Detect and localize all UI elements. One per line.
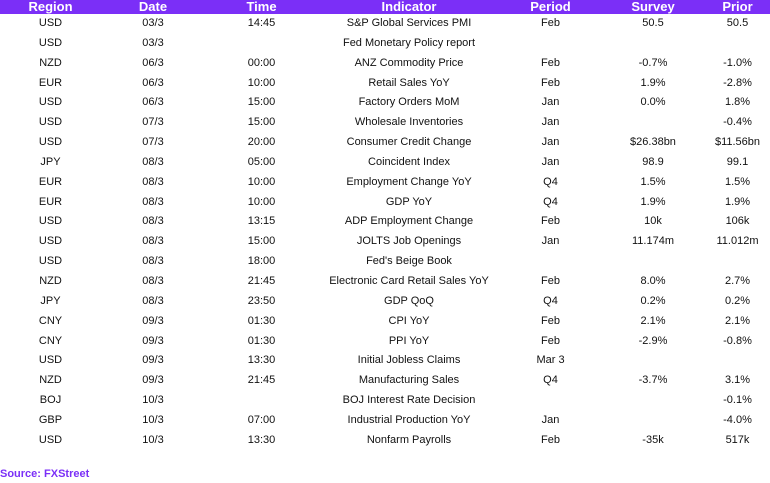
- cell-region: USD: [38, 36, 63, 49]
- cell-date: 06/3: [142, 56, 164, 69]
- cell-period: Jan: [541, 413, 560, 426]
- cell-indicator: Retail Sales YoY: [368, 76, 450, 89]
- cell-period: Q4: [543, 294, 558, 307]
- cell-region: USD: [38, 96, 63, 109]
- cell-survey: 2.1%: [640, 314, 666, 327]
- cell-survey: 98.9: [642, 155, 664, 168]
- cell-date: 08/3: [142, 175, 164, 188]
- cell-survey: 0.0%: [640, 96, 666, 109]
- cell-prior: 99.1: [726, 155, 749, 168]
- cell-prior: $11.56bn: [714, 136, 761, 149]
- cell-period: Jan: [541, 235, 560, 248]
- cell-date: 09/3: [142, 334, 164, 347]
- cell-time: 05:00: [247, 155, 276, 168]
- cell-period: Feb: [541, 17, 560, 29]
- cell-date: 07/3: [142, 136, 164, 149]
- table-body: [0, 14, 770, 451]
- cell-time: [205, 34, 318, 54]
- cell-indicator: Industrial Production YoY: [347, 413, 471, 426]
- cell-indicator: Manufacturing Sales: [358, 374, 460, 387]
- cell-indicator: GDP QoQ: [384, 294, 434, 307]
- cell-prior: -0.8%: [723, 334, 752, 347]
- cell-period: Q4: [543, 374, 558, 387]
- cell-region: USD: [38, 255, 63, 268]
- cell-prior: -2.8%: [723, 76, 752, 89]
- table-row: [0, 133, 770, 153]
- cell-region: NZD: [39, 274, 62, 287]
- cell-prior: 1.9%: [724, 195, 751, 208]
- header-time: Time: [205, 0, 318, 14]
- cell-date: 09/3: [142, 314, 164, 327]
- cell-time: 15:00: [247, 96, 276, 109]
- cell-survey: [601, 391, 705, 411]
- cell-period: Q4: [543, 175, 558, 188]
- cell-period: Feb: [541, 433, 560, 446]
- header-region: Region: [0, 0, 101, 14]
- cell-survey: [601, 34, 705, 54]
- cell-date: 08/3: [142, 255, 164, 268]
- cell-prior: -1.0%: [723, 56, 752, 69]
- table-row: [0, 332, 770, 352]
- cell-indicator: JOLTS Job Openings: [356, 235, 462, 248]
- cell-prior: 2.1%: [724, 314, 751, 327]
- table-row: [0, 391, 770, 411]
- cell-prior: 50.5: [726, 17, 749, 29]
- cell-period: Feb: [541, 76, 560, 89]
- cell-time: 21:45: [247, 274, 276, 287]
- table-row: [0, 252, 770, 272]
- cell-region: USD: [38, 433, 63, 446]
- cell-time: 00:00: [247, 56, 276, 69]
- cell-survey: -3.7%: [638, 374, 668, 387]
- header-survey: Survey: [601, 0, 705, 14]
- cell-prior: [705, 34, 770, 54]
- cell-indicator: Fed Monetary Policy report: [342, 36, 476, 49]
- cell-time: 01:30: [247, 334, 276, 347]
- cell-time: 15:00: [247, 116, 276, 129]
- cell-indicator: BOJ Interest Rate Decision: [342, 394, 476, 407]
- cell-date: 08/3: [142, 155, 164, 168]
- cell-survey: $26.38bn: [630, 136, 676, 149]
- table-row: [0, 371, 770, 391]
- cell-survey: 50.5: [642, 17, 664, 29]
- cell-indicator: Employment Change YoY: [346, 175, 472, 188]
- cell-prior: -0.4%: [723, 116, 752, 129]
- cell-time: 23:50: [247, 294, 276, 307]
- table-row: [0, 272, 770, 292]
- cell-region: JPY: [40, 155, 61, 168]
- table-row: [0, 351, 770, 371]
- cell-prior: 106k: [725, 215, 750, 228]
- cell-survey: 1.5%: [640, 175, 666, 188]
- cell-date: 06/3: [142, 96, 164, 109]
- cell-time: [205, 391, 318, 411]
- cell-date: 08/3: [142, 235, 164, 248]
- cell-date: 10/3: [142, 394, 164, 407]
- cell-date: 10/3: [142, 413, 164, 426]
- table-row: [0, 292, 770, 312]
- cell-prior: -0.1%: [723, 394, 752, 407]
- cell-survey: 1.9%: [640, 76, 666, 89]
- cell-indicator: PPI YoY: [388, 334, 430, 347]
- cell-time: 21:45: [247, 374, 276, 387]
- table-row: [0, 411, 770, 431]
- cell-region: USD: [38, 215, 63, 228]
- cell-indicator: Nonfarm Payrolls: [366, 433, 452, 446]
- cell-date: 10/3: [142, 433, 164, 446]
- cell-period: Q4: [543, 195, 558, 208]
- table-row: [0, 34, 770, 54]
- cell-indicator: Fed's Beige Book: [366, 255, 452, 268]
- cell-prior: [705, 252, 770, 272]
- cell-region: EUR: [38, 76, 63, 89]
- cell-indicator: Factory Orders MoM: [358, 96, 460, 109]
- cell-prior: [705, 351, 770, 371]
- cell-region: CNY: [38, 334, 63, 347]
- cell-region: USD: [38, 235, 63, 248]
- cell-time: 13:30: [247, 354, 276, 367]
- cell-time: 10:00: [247, 195, 276, 208]
- cell-date: 08/3: [142, 195, 164, 208]
- table-row: [0, 54, 770, 74]
- cell-region: EUR: [38, 195, 63, 208]
- cell-indicator: S&P Global Services PMI: [346, 17, 472, 29]
- cell-period: Feb: [541, 334, 560, 347]
- cell-period: Feb: [541, 314, 560, 327]
- cell-prior: 1.5%: [724, 175, 751, 188]
- cell-indicator: ADP Employment Change: [344, 215, 474, 228]
- cell-period: Jan: [541, 96, 560, 109]
- cell-region: USD: [38, 354, 63, 367]
- table-row: [0, 173, 770, 193]
- cell-time: 13:15: [247, 215, 276, 228]
- cell-date: 03/3: [142, 36, 164, 49]
- cell-region: NZD: [39, 374, 62, 387]
- cell-region: USD: [38, 136, 63, 149]
- cell-period: Feb: [541, 56, 560, 69]
- cell-indicator: GDP YoY: [385, 195, 433, 208]
- cell-indicator: Initial Jobless Claims: [357, 354, 461, 367]
- cell-indicator: Coincident Index: [368, 155, 450, 168]
- cell-period: Feb: [541, 274, 560, 287]
- cell-prior: 2.7%: [724, 274, 751, 287]
- cell-prior: 3.1%: [724, 374, 751, 387]
- cell-date: 08/3: [142, 274, 164, 287]
- cell-date: 03/3: [142, 17, 164, 29]
- cell-time: 07:00: [247, 413, 276, 426]
- cell-date: 09/3: [142, 354, 164, 367]
- cell-time: 14:45: [247, 17, 276, 29]
- cell-indicator: Wholesale Inventories: [354, 116, 464, 129]
- cell-date: 08/3: [142, 215, 164, 228]
- table-row: [0, 312, 770, 332]
- cell-period: Jan: [541, 116, 560, 129]
- cell-region: EUR: [38, 175, 63, 188]
- cell-region: USD: [38, 116, 63, 129]
- table-row: [0, 193, 770, 213]
- cell-survey: [601, 411, 705, 431]
- table-row: [0, 14, 770, 34]
- table-row: [0, 232, 770, 252]
- table-row: [0, 93, 770, 113]
- cell-survey: -0.7%: [638, 56, 668, 69]
- cell-indicator: Consumer Credit Change: [346, 136, 472, 149]
- cell-time: 15:00: [247, 235, 276, 248]
- table-header: [0, 0, 770, 14]
- cell-survey: -35k: [642, 433, 664, 446]
- cell-date: 09/3: [142, 374, 164, 387]
- cell-time: 10:00: [247, 76, 276, 89]
- cell-time: 13:30: [247, 433, 276, 446]
- cell-survey: [601, 252, 705, 272]
- cell-prior: 0.2%: [724, 294, 751, 307]
- table-row: [0, 212, 770, 232]
- cell-date: 06/3: [142, 76, 164, 89]
- cell-period: Jan: [541, 155, 560, 168]
- cell-period: [500, 391, 601, 411]
- cell-survey: [601, 351, 705, 371]
- cell-time: 10:00: [247, 175, 276, 188]
- cell-region: CNY: [38, 314, 63, 327]
- cell-region: NZD: [39, 56, 62, 69]
- cell-time: 18:00: [247, 255, 276, 268]
- source-credit: Source: FXStreet: [0, 468, 90, 480]
- header-indicator: Indicator: [318, 0, 500, 14]
- header-date: Date: [101, 0, 205, 14]
- cell-date: 08/3: [142, 294, 164, 307]
- cell-prior: -4.0%: [723, 413, 752, 426]
- cell-indicator: ANZ Commodity Price: [354, 56, 464, 69]
- cell-survey: 0.2%: [640, 294, 666, 307]
- cell-prior: 1.8%: [724, 96, 751, 109]
- cell-region: USD: [38, 17, 63, 29]
- cell-survey: 1.9%: [640, 195, 666, 208]
- cell-date: 07/3: [142, 116, 164, 129]
- header-row: [0, 0, 770, 14]
- table-row: [0, 74, 770, 94]
- cell-survey: [601, 113, 705, 133]
- header-period: Period: [500, 0, 601, 14]
- table-row: [0, 113, 770, 133]
- cell-survey: -2.9%: [638, 334, 668, 347]
- cell-region: JPY: [40, 294, 61, 307]
- cell-period: [500, 34, 601, 54]
- cell-prior: 11.012m: [716, 235, 759, 248]
- cell-survey: 10k: [644, 215, 662, 228]
- cell-prior: 517k: [725, 433, 750, 446]
- cell-indicator: CPI YoY: [388, 314, 430, 327]
- cell-survey: 11.174m: [632, 235, 674, 248]
- cell-period: Feb: [541, 215, 560, 228]
- table-row: [0, 153, 770, 173]
- cell-indicator: Electronic Card Retail Sales YoY: [329, 274, 489, 287]
- cell-time: 01:30: [247, 314, 276, 327]
- cell-region: GBP: [38, 413, 63, 426]
- cell-time: 20:00: [247, 136, 276, 149]
- cell-survey: 8.0%: [640, 274, 666, 287]
- cell-period: Mar 3: [536, 354, 565, 367]
- cell-period: [500, 252, 601, 272]
- header-prior: Prior: [705, 0, 770, 14]
- table-row: [0, 431, 770, 451]
- cell-region: BOJ: [39, 394, 62, 407]
- cell-period: Jan: [541, 136, 560, 149]
